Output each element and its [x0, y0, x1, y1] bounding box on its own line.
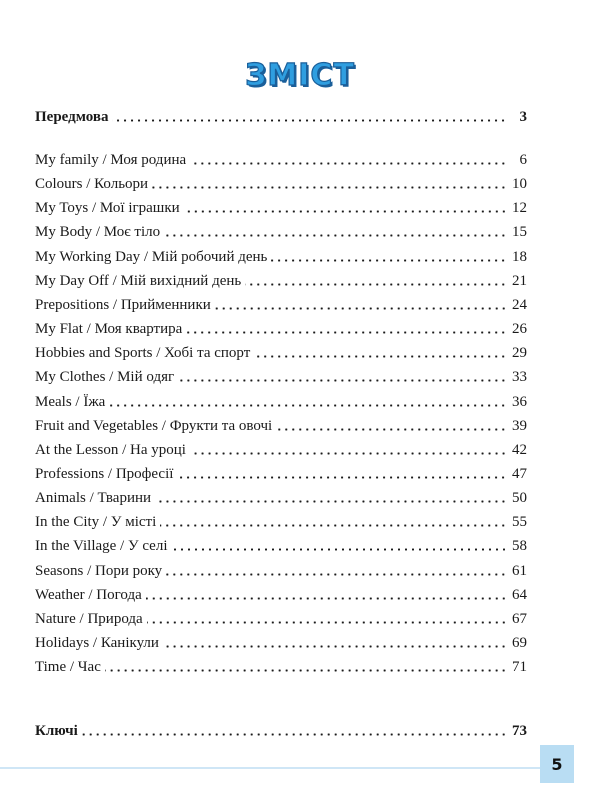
toc-entry[interactable] [35, 461, 527, 483]
toc-entry-page: 71 [512, 659, 527, 676]
toc-entry-page: 3 [519, 109, 527, 125]
toc-entry[interactable] [35, 268, 527, 290]
dot-leader [166, 573, 507, 576]
dot-leader [82, 733, 507, 736]
toc-entry-label: Professions / Професії [35, 465, 174, 482]
toc-entry[interactable] [35, 437, 527, 459]
page-number-badge: 5 [540, 745, 574, 783]
toc-entry-page: 10 [512, 176, 527, 193]
toc-entry-label: My Clothes / Мій одяг [35, 369, 175, 386]
dot-leader [160, 524, 507, 527]
dot-leader [164, 234, 507, 237]
toc-entry[interactable] [35, 630, 527, 652]
toc-entry[interactable] [35, 219, 527, 241]
toc-entry[interactable] [35, 364, 527, 386]
dot-leader [215, 307, 507, 310]
toc-entry-label: Передмова [35, 109, 109, 125]
toc-entry-label: Prepositions / Прийменники [35, 296, 211, 313]
toc-entry-page: 6 [519, 152, 527, 168]
toc-entry-page: 58 [512, 538, 527, 555]
toc-entry-label: Nature / Природа [35, 610, 143, 627]
dot-leader [112, 119, 507, 122]
toc-entry-label: Meals / Їжа [35, 393, 106, 410]
dot-leader [152, 186, 507, 189]
dot-leader [184, 210, 507, 213]
toc-entry-page: 12 [512, 200, 527, 217]
toc-entry-page: 29 [512, 345, 527, 362]
toc-entry-label: My family / Моя родина [35, 152, 187, 168]
toc-entry-page: 36 [512, 393, 527, 410]
toc-entry-page: 67 [512, 610, 527, 627]
toc-entry-label: Holidays / Канікули [35, 635, 159, 651]
toc-entry-page: 33 [512, 369, 527, 386]
toc-entry-page: 47 [512, 465, 527, 482]
toc-entry-label: My Working Day / Мій робочий день [35, 248, 268, 265]
toc-entry-intro[interactable] [35, 104, 527, 126]
toc-entry-page: 26 [512, 321, 527, 338]
dot-leader [172, 548, 508, 551]
toc-entry-label: At the Lesson / На уроці [35, 441, 186, 458]
toc-entry-page: 55 [512, 514, 527, 531]
toc-entry-page: 50 [512, 490, 527, 507]
toc-entry-page: 64 [512, 586, 527, 603]
toc-entry[interactable] [35, 292, 527, 314]
dot-leader [109, 404, 507, 407]
toc-entry-page: 61 [512, 562, 527, 579]
toc-entry-label: Ключі [35, 723, 78, 739]
dot-leader [177, 476, 507, 479]
toc-entry[interactable] [35, 558, 527, 580]
footer-divider [0, 767, 540, 769]
toc-entry[interactable] [35, 606, 527, 628]
toc-entry[interactable] [35, 195, 527, 217]
toc-entry-page: 73 [512, 723, 527, 739]
dot-leader [186, 331, 507, 334]
toc-entry-label: Animals / Тварини [35, 490, 152, 507]
dot-leader [163, 645, 507, 648]
toc-entry-label: In the Village / У селі [35, 538, 168, 555]
dot-leader [155, 500, 507, 503]
dot-leader [276, 428, 507, 431]
toc-entry-label: Fruit and Vegetables / Фрукти та овочі [35, 417, 273, 434]
toc-entry[interactable] [35, 389, 527, 411]
dot-leader [178, 379, 507, 382]
toc-entry[interactable] [35, 316, 527, 338]
toc-entry-label: Time / Час [35, 659, 101, 676]
toc-entry[interactable] [35, 147, 527, 169]
toc-entry-page: 18 [512, 248, 527, 265]
toc-entry-label: My Toys / Мої іграшки [35, 200, 180, 217]
toc-entry-label: In the City / У місті [35, 514, 157, 531]
toc-entry-page: 15 [512, 224, 527, 241]
toc-entry[interactable] [35, 340, 527, 362]
toc-entry[interactable] [35, 171, 527, 193]
dot-leader [190, 452, 507, 455]
toc-entry[interactable] [35, 582, 527, 604]
dot-leader [271, 259, 507, 262]
dot-leader [146, 597, 507, 600]
toc-entry[interactable] [35, 654, 527, 676]
toc-entry[interactable] [35, 413, 527, 435]
toc-entry-label: Weather / Погода [35, 586, 142, 603]
toc-entry-label: Seasons / Пори року [35, 562, 163, 579]
dot-leader [245, 283, 507, 286]
toc-entry[interactable] [35, 485, 527, 507]
toc-entry[interactable] [35, 533, 527, 555]
dot-leader [147, 621, 507, 624]
toc-entry-page: 42 [512, 441, 527, 458]
toc-entry[interactable] [35, 244, 527, 266]
toc-entry-keys[interactable] [35, 718, 527, 740]
toc-entry-label: Colours / Кольори [35, 176, 149, 193]
dot-leader [254, 355, 507, 358]
toc-entry-page: 69 [512, 635, 527, 651]
toc-entry-label: My Flat / Моя квартира [35, 321, 183, 338]
toc-entry-label: My Day Off / Мій вихідний день [35, 272, 242, 289]
toc-entry-label: Hobbies and Sports / Хобі та спорт [35, 345, 251, 362]
toc-entry-label: My Body / Моє тіло [35, 224, 161, 241]
toc-entry-page: 24 [512, 296, 527, 313]
toc-entry-page: 39 [512, 417, 527, 434]
dot-leader [105, 669, 507, 672]
dot-leader [190, 162, 507, 165]
toc-entry[interactable] [35, 509, 527, 531]
toc-entry-page: 21 [512, 272, 527, 289]
page-title: ЗМІСТ [245, 58, 355, 93]
